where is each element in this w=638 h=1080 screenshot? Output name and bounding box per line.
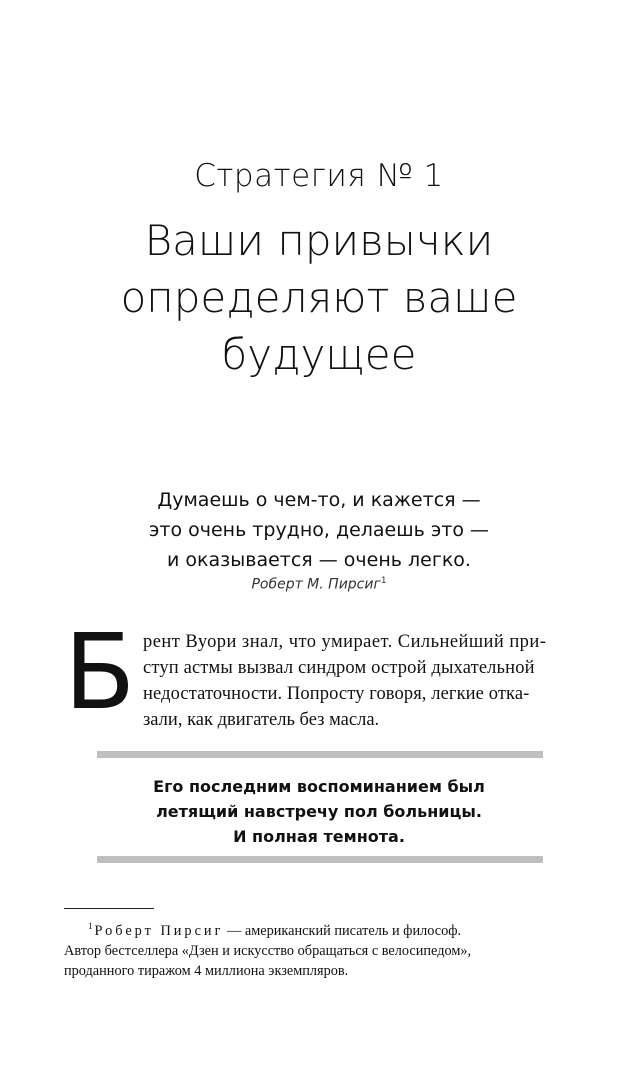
footnote-text: — американский писатель и философ.: [223, 922, 462, 939]
epigraph: [0, 485, 638, 575]
footnote: [64, 916, 574, 981]
chapter-title-line: определяют ваше: [120, 273, 518, 322]
callout-bottom-rule: [97, 856, 543, 863]
callout-top-rule: [97, 751, 543, 758]
callout-line: летящий навстречу пол больницы.: [156, 802, 482, 821]
epigraph-line: Думаешь о чем-то, и кажется —: [157, 489, 481, 511]
chapter-title-line: Ваши привычки: [144, 216, 494, 265]
footnote-reference[interactable]: 1: [380, 576, 387, 586]
callout-line: И полная темнота.: [233, 827, 405, 846]
callout-line: Его последним воспоминанием был: [153, 777, 485, 796]
callout-quote: [0, 774, 638, 849]
epigraph-line: и оказывается — очень легко.: [167, 549, 471, 571]
body-text-line: зали, как двигатель без масла.: [143, 710, 380, 730]
footnote-line: [64, 916, 574, 941]
body-text-line: ступ астмы вызвал синдром острой дыхательной: [143, 658, 535, 678]
chapter-title: [0, 212, 638, 383]
chapter-title-line: будущее: [221, 330, 417, 379]
body-text-line: рент Вуори знал, что умирает. Сильнейший при-: [143, 632, 547, 652]
chapter-label: Стратегия № 1: [194, 158, 444, 194]
epigraph-author: [0, 576, 638, 593]
epigraph-line: это очень трудно, делаешь это —: [148, 519, 490, 541]
footnote-person-name: Роберт Пирсиг: [94, 922, 224, 939]
footnote-mark: 1: [88, 921, 93, 931]
footnote-divider: [64, 908, 154, 909]
drop-cap: Б: [64, 611, 136, 733]
body-text-line: недостаточности. Попросту говоря, легкие отка-: [143, 684, 530, 704]
footnote-line: Автор бестселлера «Дзен и искусство обращаться с велосипедом»,: [64, 942, 472, 959]
epigraph-author-name: Роберт М. Пирсиг: [251, 576, 381, 593]
footnote-line: проданного тиражом 4 миллиона экземпляров.: [64, 962, 349, 979]
